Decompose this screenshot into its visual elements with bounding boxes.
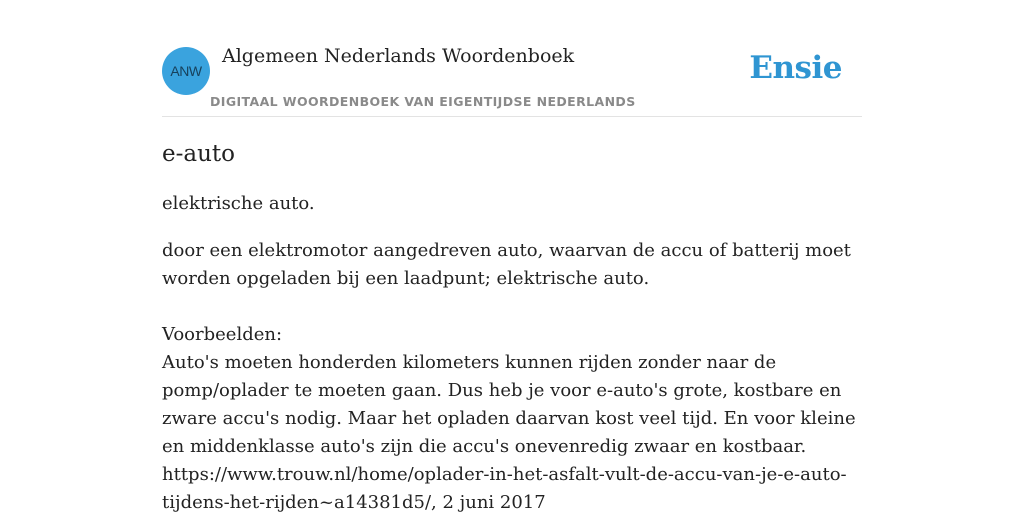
entry-short-definition: elektrische auto. [162, 193, 315, 214]
example-text: Auto's moeten honderden kilometers kunnen rijden zonder naar de pomp/oplader te moeten gaan. Dus heb je voor e-auto's grote, kostbare en zware accu's nodig. Maar het opladen daarvan kost veel tijd. En voor kleine en middenklasse auto's zijn die accu's onevenredig zwaar en kostbaar. https://www.trouw.nl/home/oplader-in-het-asfalt-vult-de-accu-van-je-e-auto-tijdens-het-rijden~a14381d5/, 2 juni 2017 [162, 352, 856, 512]
site-subtitle: DIGITAAL WOORDENBOEK VAN EIGENTIJDSE NEDERLANDS [210, 94, 636, 109]
logo-text: ANW [170, 63, 202, 79]
anw-logo[interactable] [162, 47, 210, 95]
site-header [162, 0, 862, 117]
entry-headword: e-auto [162, 141, 235, 167]
site-title[interactable]: Algemeen Nederlands Woordenboek [222, 45, 575, 67]
entry-content [162, 138, 862, 512]
entry-definition: door een elektromotor aangedreven auto, waarvan de accu of batterij moet worden opgeladen bij een laadpunt; elektrische auto. [162, 240, 851, 289]
examples-label: Voorbeelden: [162, 324, 283, 345]
ensie-brand-logo[interactable]: Ensie [749, 50, 842, 86]
